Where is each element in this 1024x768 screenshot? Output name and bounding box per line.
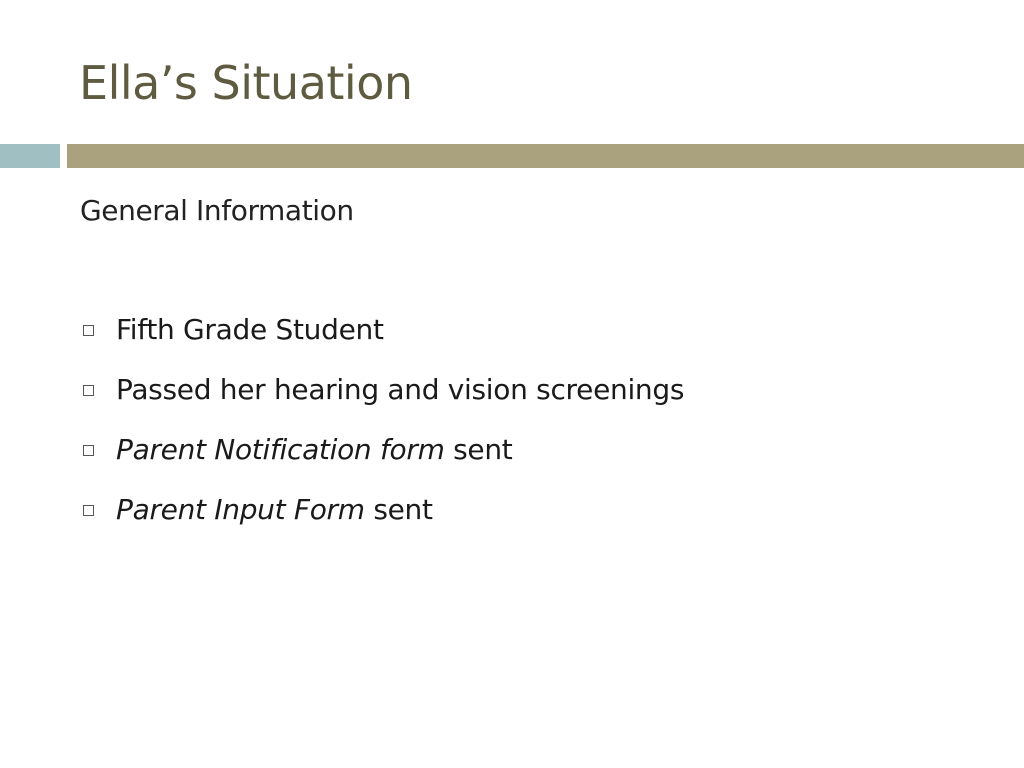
square-bullet-icon	[83, 325, 94, 336]
bullet-plain-text: Passed her hearing and vision screenings	[116, 373, 685, 406]
bullet-plain-text: Fifth Grade Student	[116, 313, 384, 346]
bullet-plain-text: sent	[364, 493, 433, 526]
square-bullet-icon	[83, 445, 94, 456]
bullet-text	[116, 310, 384, 350]
accent-bar-right	[67, 144, 1024, 168]
accent-bar-left	[0, 144, 60, 168]
bullet-plain-text: sent	[444, 433, 513, 466]
bullet-text	[116, 430, 513, 470]
slide-title: Ella’s Situation	[79, 56, 413, 110]
bullet-italic-text: Parent Notification form	[116, 433, 445, 466]
bullet-text	[116, 370, 684, 410]
square-bullet-icon	[83, 505, 94, 516]
square-bullet-icon	[83, 385, 94, 396]
section-heading: General Information	[80, 194, 354, 227]
bullet-text	[116, 490, 433, 530]
bullet-italic-text: Parent Input Form	[116, 493, 365, 526]
